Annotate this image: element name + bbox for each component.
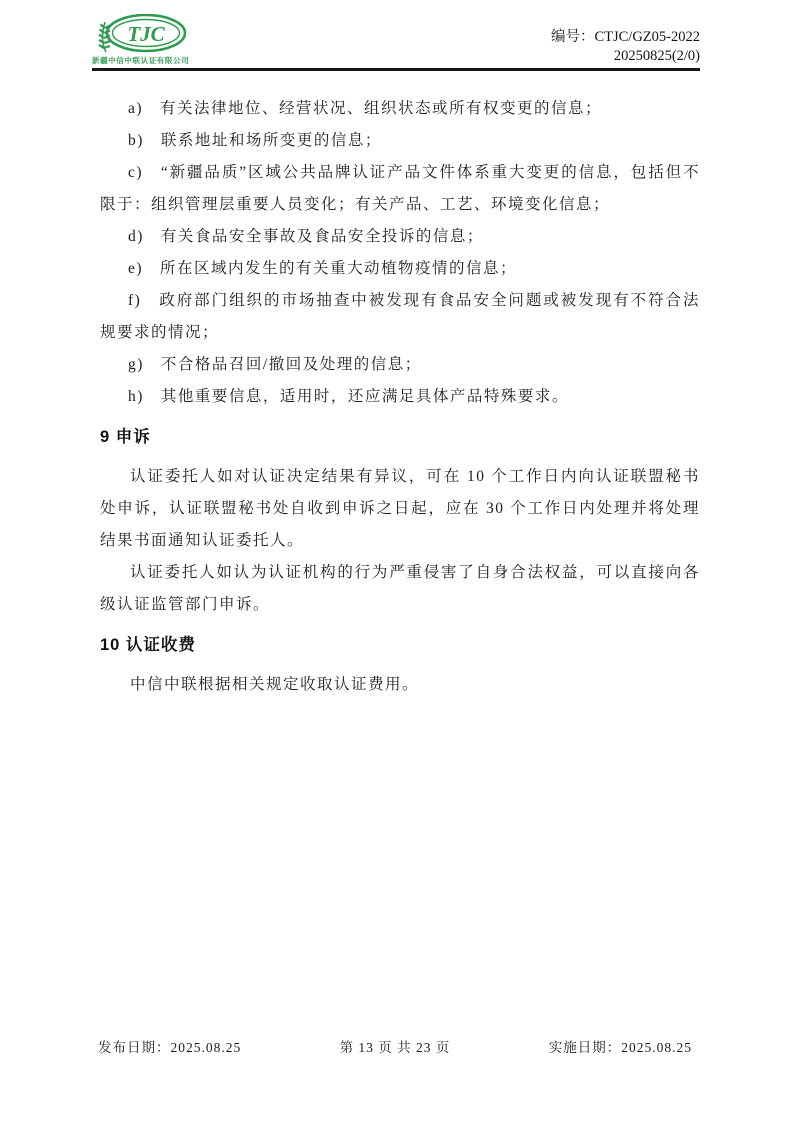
- appeal-paragraph-1: 认证委托人如对认证决定结果有异议，可在 10 个工作日内向认证联盟秘书处申诉，认证联盟秘书处自收到申诉之日起，应在 30 个工作日内处理并将处理结果书面通知认证委托人。: [100, 468, 700, 549]
- list-item-e: e) 所在区域内发生的有关重大动植物疫情的信息；: [128, 260, 518, 277]
- list-item-d: d) 有关食品安全事故及食品安全投诉的信息；: [128, 228, 484, 245]
- list-item-g: g) 不合格品召回/撤回及处理的信息；: [128, 356, 422, 373]
- document-revision: 20250825(2/0): [613, 48, 700, 64]
- list-item-c: c) “新疆品质”区域公共品牌认证产品文件体系重大变更的信息，包括但不限于：组织管理层重要人员变化；有关产品、工艺、环境变化信息；: [100, 164, 700, 213]
- release-date: 发布日期：2025.08.25: [98, 1040, 242, 1055]
- list-item-h: h) 其他重要信息，适用时，还应满足具体产品特殊要求。: [128, 388, 569, 405]
- list-item-b: b) 联系地址和场所变更的信息；: [128, 132, 382, 149]
- appeal-paragraph-2: 认证委托人如认为认证机构的行为严重侵害了自身合法权益，可以直接向各级认证监管部门申诉。: [100, 564, 700, 613]
- logo-block: [92, 14, 189, 68]
- list-item-f: f) 政府部门组织的市场抽查中被发现有食品安全问题或被发现有不符合法规要求的情况；: [100, 292, 700, 341]
- company-name: 新疆中信中联认证有限公司: [92, 56, 190, 65]
- ctjc-logo: [92, 14, 188, 54]
- page-header: [92, 0, 700, 71]
- section-heading-fees: 10 认证收费: [100, 636, 196, 654]
- page-number: 第 13 页 共 23 页: [339, 1040, 451, 1055]
- page-footer: [98, 1036, 692, 1056]
- document-body: [100, 93, 700, 701]
- fees-paragraph: 中信中联根据相关规定收取认证费用。: [130, 676, 420, 693]
- document-number: 编号：CTJC/GZ05-2022: [550, 29, 700, 45]
- list-item-a: a) 有关法律地位、经营状况、组织状态或所有权变更的信息；: [128, 100, 603, 117]
- logo-letters: TJC: [127, 22, 165, 46]
- implement-date: 实施日期：2025.08.25: [548, 1040, 692, 1055]
- section-heading-appeal: 9 申诉: [100, 428, 151, 446]
- document-codes: [551, 28, 700, 68]
